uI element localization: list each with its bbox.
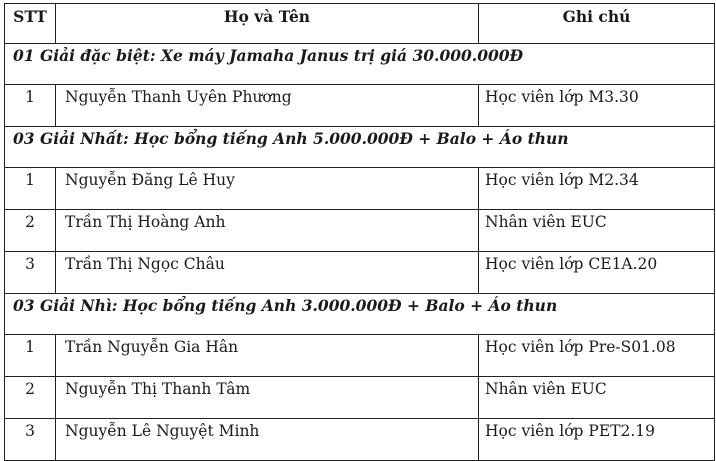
row-name: Nguyễn Thanh Uyên Phương	[56, 85, 479, 127]
row-stt: 1	[5, 168, 56, 210]
section-special-prize	[5, 44, 715, 85]
row-note: Học viên lớp M3.30	[479, 85, 715, 127]
table-row	[5, 419, 715, 461]
header-row	[5, 4, 715, 44]
header-name: Họ và Tên	[56, 4, 479, 44]
table-row	[5, 85, 715, 127]
row-name: Nguyễn Đăng Lê Huy	[56, 168, 479, 210]
row-name: Nguyễn Lê Nguyệt Minh	[56, 419, 479, 461]
row-name: Nguyễn Thị Thanh Tâm	[56, 377, 479, 419]
prize-winners-table	[4, 3, 715, 461]
section-title: 03 Giải Nhất: Học bổng tiếng Anh 5.000.000Đ + Balo + Áo thun	[5, 127, 715, 168]
row-stt: 1	[5, 85, 56, 127]
table-row	[5, 335, 715, 377]
table-row	[5, 210, 715, 252]
section-title: 03 Giải Nhì: Học bổng tiếng Anh 3.000.000Đ + Balo + Áo thun	[5, 294, 715, 335]
row-stt: 3	[5, 252, 56, 294]
row-stt: 3	[5, 419, 56, 461]
row-note: Học viên lớp CE1A.20	[479, 252, 715, 294]
row-note: Nhân viên EUC	[479, 377, 715, 419]
section-first-prize	[5, 127, 715, 168]
table-row	[5, 168, 715, 210]
row-note: Học viên lớp Pre-S01.08	[479, 335, 715, 377]
row-stt: 2	[5, 377, 56, 419]
row-note: Học viên lớp PET2.19	[479, 419, 715, 461]
row-name: Trần Nguyễn Gia Hân	[56, 335, 479, 377]
table-row	[5, 252, 715, 294]
section-second-prize	[5, 294, 715, 335]
row-note: Nhân viên EUC	[479, 210, 715, 252]
section-title: 01 Giải đặc biệt: Xe máy Jamaha Janus trị giá 30.000.000Đ	[5, 44, 715, 85]
row-stt: 2	[5, 210, 56, 252]
header-stt: STT	[5, 4, 56, 44]
table-row	[5, 377, 715, 419]
row-name: Trần Thị Hoàng Anh	[56, 210, 479, 252]
row-note: Học viên lớp M2.34	[479, 168, 715, 210]
row-name: Trần Thị Ngọc Châu	[56, 252, 479, 294]
header-note: Ghi chú	[479, 4, 715, 44]
row-stt: 1	[5, 335, 56, 377]
